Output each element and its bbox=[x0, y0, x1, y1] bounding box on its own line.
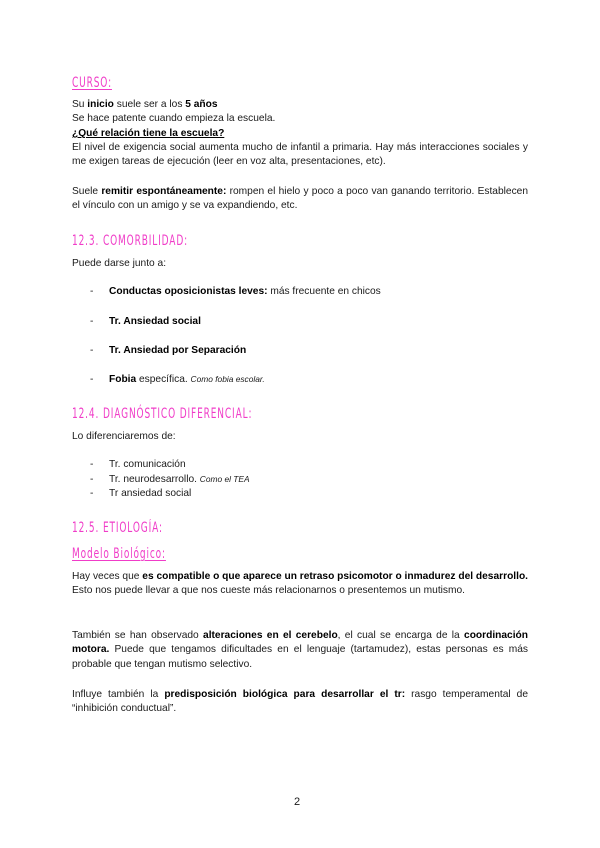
list-item: Fobia específica. Como fobia escolar. bbox=[109, 374, 265, 385]
list-item: Tr ansiedad social bbox=[109, 488, 192, 499]
list-item: Tr. neurodesarrollo. Como el TEA bbox=[109, 474, 250, 485]
list-item: Tr. comunicación bbox=[109, 459, 186, 470]
comorbilidad-intro: Puede darse junto a: bbox=[72, 258, 167, 269]
list-bullet: - bbox=[90, 459, 94, 470]
list-item: Tr. Ansiedad social bbox=[109, 316, 201, 327]
diagnostico-intro: Lo diferenciaremos de: bbox=[72, 431, 176, 442]
list-bullet: - bbox=[90, 374, 94, 385]
etiologia-paragraph-2: También se han observado alteraciones en el cerebelo, el cual se encarga de la coordinación motora. Puede que tengamos dificultades en el lenguaje (tartamudez), estas personas es más probable que tengan mutismo selectivo. bbox=[72, 630, 528, 670]
list-bullet: - bbox=[90, 316, 94, 327]
curso-question: ¿Qué relación tiene la escuela? bbox=[72, 128, 225, 139]
list-bullet: - bbox=[90, 488, 94, 499]
curso-paragraph-2: Suele remitir espontáneamente: rompen el hielo y poco a poco van ganando territorio. Establecen el vínculo con un amigo y se va expandiendo, etc. bbox=[72, 186, 528, 212]
comorbilidad-heading: 12.3. COMORBILIDAD: bbox=[72, 233, 189, 249]
modelo-biologico-heading: Modelo Biológico: bbox=[72, 546, 166, 562]
list-bullet: - bbox=[90, 345, 94, 356]
list-bullet: - bbox=[90, 286, 94, 297]
curso-line-escuela: Se hace patente cuando empieza la escuela. bbox=[72, 113, 276, 124]
list-item: Conductas oposicionistas leves: más frecuente en chicos bbox=[109, 286, 381, 297]
page-number: 2 bbox=[294, 796, 301, 808]
etiologia-heading: 12.5. ETIOLOGÍA: bbox=[72, 520, 163, 536]
list-bullet: - bbox=[90, 474, 94, 485]
curso-paragraph-1: El nivel de exigencia social aumenta mucho de infantil a primaria. Hay más interacciones sociales y me exigen tareas de ejecución (leer en voz alta, presentaciones, etc). bbox=[72, 142, 528, 168]
diagnostico-heading: 12.4. DIAGNÓSTICO DIFERENCIAL: bbox=[72, 406, 253, 422]
list-item: Tr. Ansiedad por Separación bbox=[109, 345, 247, 356]
curso-heading: CURSO: bbox=[72, 75, 112, 91]
curso-line-inicio: Su inicio suele ser a los 5 años bbox=[72, 99, 218, 110]
etiologia-paragraph-1: Hay veces que es compatible o que aparece un retraso psicomotor o inmadurez del desarrollo. Esto nos puede llevar a que nos cueste más relacionarnos o presentemos un mutismo. bbox=[72, 571, 529, 597]
etiologia-paragraph-3: Influye también la predisposición biológica para desarrollar el tr: rasgo temperamental de “inhibición conductual”. bbox=[72, 689, 528, 715]
